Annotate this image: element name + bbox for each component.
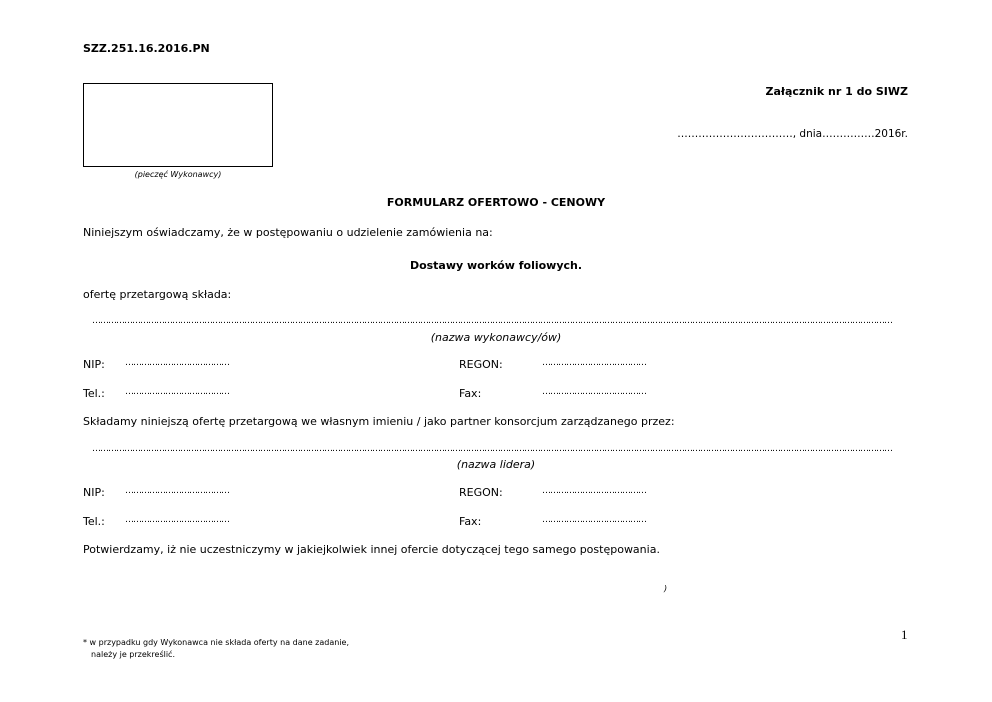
stamp-box bbox=[83, 83, 273, 167]
intro-text: Niniejszym oświadczamy, że w postępowaniu o udzielenie zamówienia na: bbox=[83, 226, 493, 239]
leader-fax-label: Fax: bbox=[459, 515, 482, 528]
leader-tel-field: ………………………………… bbox=[125, 515, 229, 525]
contractor-regon-label: REGON: bbox=[459, 358, 503, 371]
form-title: FORMULARZ OFERTOWO - CENOWY bbox=[386, 196, 606, 209]
leader-name-field: ………………………………………………………………………………………………………………………………………………………………………………………………………………………………………………………………………… bbox=[92, 444, 892, 454]
leader-regon-label: REGON: bbox=[459, 486, 503, 499]
leader-fax-field: ………………………………… bbox=[542, 515, 646, 525]
confirmation-text: Potwierdzamy, iż nie uczestniczymy w jakiejkolwiek innej ofercie dotyczącej tego samego postępowania. bbox=[83, 543, 660, 556]
leader-regon-field: ………………………………… bbox=[542, 486, 646, 496]
attachment-label: Załącznik nr 1 do SIWZ bbox=[765, 85, 908, 98]
contractor-tel-field: ………………………………… bbox=[125, 387, 229, 397]
consortium-text: Składamy niniejszą ofertę przetargową we własnym imieniu / jako partner konsorcjum zarządzanego przez: bbox=[83, 415, 675, 428]
leader-nip-label: NIP: bbox=[83, 486, 105, 499]
leader-name-caption: (nazwa lidera) bbox=[456, 458, 536, 471]
stamp-caption: (pieczęć Wykonawcy) bbox=[134, 170, 222, 179]
contractor-nip-label: NIP: bbox=[83, 358, 105, 371]
leader-nip-field: ………………………………… bbox=[125, 486, 229, 496]
contractor-fax-label: Fax: bbox=[459, 387, 482, 400]
contractor-name-caption: (nazwa wykonawcy/ów) bbox=[430, 331, 562, 344]
contractor-fax-field: ………………………………… bbox=[542, 387, 646, 397]
document-reference: SZZ.251.16.2016.PN bbox=[83, 42, 210, 55]
footnote-line-2: należy je przekreślić. bbox=[91, 650, 175, 659]
leader-tel-label: Tel.: bbox=[83, 515, 105, 528]
stray-mark: ) bbox=[664, 584, 668, 593]
contractor-nip-field: ………………………………… bbox=[125, 358, 229, 368]
offer-by-text: ofertę przetargową składa: bbox=[83, 288, 232, 301]
page-number: 1 bbox=[901, 627, 908, 642]
date-line: ……………………………, dnia……………2016r. bbox=[677, 128, 908, 140]
contractor-name-field: ………………………………………………………………………………………………………………………………………………………………………………………………………………………………………………………………………… bbox=[92, 316, 892, 326]
order-subject: Dostawy worków foliowych. bbox=[409, 259, 583, 272]
contractor-tel-label: Tel.: bbox=[83, 387, 105, 400]
contractor-regon-field: ………………………………… bbox=[542, 358, 646, 368]
footnote-line-1: * w przypadku gdy Wykonawca nie składa oferty na dane zadanie, bbox=[83, 638, 349, 647]
